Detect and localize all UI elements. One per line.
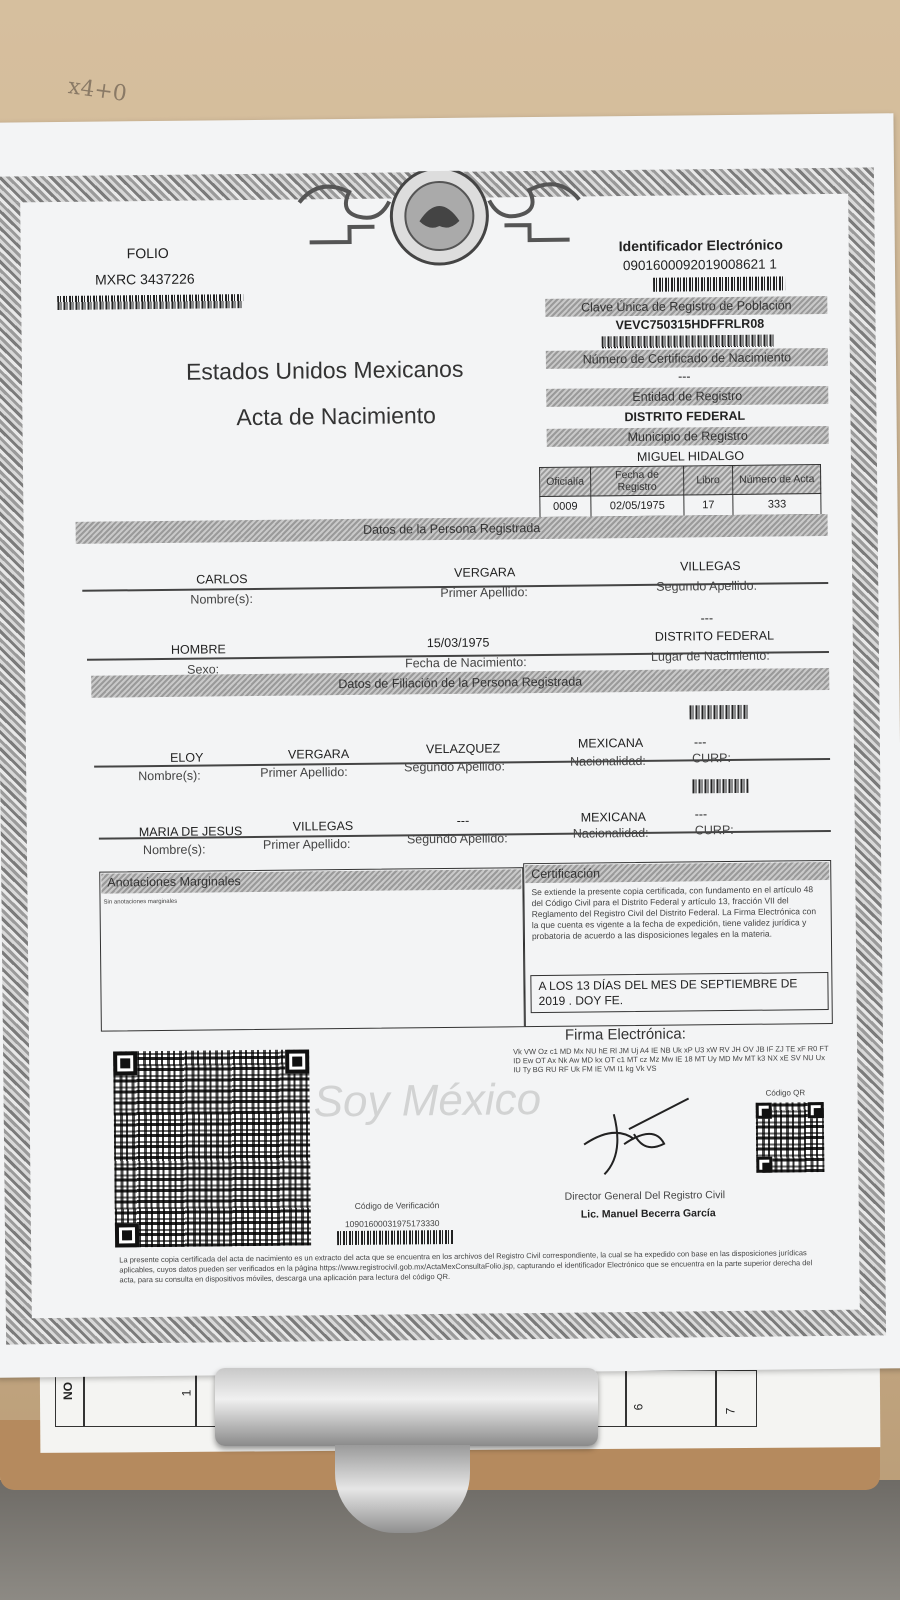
- electronic-id-value: 0901600092019008621 1: [622, 256, 777, 274]
- verification-label: Código de Verificación: [354, 1200, 440, 1211]
- under-label-1: 1: [179, 1389, 194, 1397]
- person-lugar-label: Lugar de Nacimiento:: [650, 648, 770, 664]
- registry-fecha: 02/05/1975: [591, 495, 684, 517]
- curp-label-band: [545, 296, 827, 317]
- curp-barcode: [602, 335, 774, 349]
- parent1-barcode: [690, 705, 748, 720]
- person-segundo-apellido: VILLEGAS: [679, 558, 741, 574]
- parent1-segundo-label: Segundo Apellido:: [404, 759, 505, 775]
- municipio-value: MIGUEL HIDALGO: [636, 448, 745, 464]
- parent2-nombre: MARIA DE JESUS: [138, 824, 243, 840]
- entidad-label: Entidad de Registro: [632, 388, 743, 405]
- person-section-band: [76, 514, 828, 544]
- person-sexo-label: Sexo:: [187, 662, 220, 677]
- national-emblem: [289, 169, 590, 272]
- certification-title-band: [525, 862, 829, 883]
- verification-value: 109016000319751733​30: [344, 1218, 440, 1230]
- parent1-nacionalidad: MEXICANA: [577, 735, 644, 751]
- person-nombre-label: Nombre(s):: [190, 592, 253, 607]
- under-label-no: NO: [61, 1382, 75, 1400]
- director-signature: [574, 1093, 695, 1184]
- parent1-primer: VERGARA: [287, 747, 350, 762]
- signature-hash: Vk VW Oz c1 MD Mx NU hE Rl JM Uj A4 IE NB Uk xP U3 xW RV JH OV JB IF ZJ TE xF R0 FT ID Ew OT Ax Nk Aw MD kx OT c1 MT cz Mz Mw IE 18 MT Uy MD Mv MT k3 NX xE SV NU Ux IU Ty BG RU RF Uk FM IE VM I1 kg Vk VS: [513, 1044, 829, 1075]
- parent2-curp: ---: [694, 807, 708, 822]
- parent2-primer-label: Primer Apellido:: [262, 836, 351, 852]
- person-fecha: 15/03/1975: [426, 635, 490, 651]
- cert-number-label: Número de Certificado de Nacimiento: [582, 350, 792, 367]
- parent2-nac-label: Nacionalidad:: [572, 825, 649, 841]
- parent2-nombre-label: Nombre(s):: [142, 842, 206, 858]
- parent1-curp: ---: [693, 735, 707, 750]
- folio-barcode: [57, 294, 243, 310]
- electronic-id-label: Identificador Electrónico: [618, 236, 783, 255]
- person-primer-apellido: VERGARA: [454, 565, 516, 580]
- folio-label: FOLIO: [126, 244, 169, 262]
- curp-value: VEVC750315HDFFRLR08: [615, 316, 765, 333]
- person-lugar: DISTRITO FEDERAL: [654, 628, 775, 644]
- birth-certificate: [34, 192, 856, 1315]
- signature-label: Firma Electrónica:: [564, 1025, 686, 1044]
- parent2-primer: VILLEGAS: [292, 818, 354, 834]
- director-name: Lic. Manuel Becerra García: [580, 1207, 716, 1221]
- certification-date: A LOS 13 DÍAS DEL MES DE SEPTIEMBRE DE 2019 . DOY FE.: [538, 976, 798, 1009]
- footer-legal-text: La presente copia certificada del acta de nacimiento es un extracto del acta que se encuentra en los archivos del Registro Civil correspondiente, la cual se ha expedido con base en las disposiciones jurídicas aplicables, cuyos datos pueden ser verificados en la página https://www.registrocivil.gob.mx/ActaMexConsultaFolio.jsp, capturando el identificador Electrónico que se encuentra en la parte superior derecha del acta, para su consulta en dispositivos móviles, descarga una aplicación para lectura del código QR.: [119, 1248, 813, 1285]
- registry-table: [539, 464, 822, 518]
- person-nombre: CARLOS: [196, 572, 248, 587]
- annotations-body: Sin anotaciones marginales: [103, 898, 178, 906]
- country-title: Estados Unidos Mexicanos: [185, 355, 464, 385]
- parent1-primer-label: Primer Apellido:: [260, 765, 348, 780]
- registry-header-fecha: Fecha de Registro: [590, 466, 683, 496]
- person-fecha-label: Fecha de Nacimiento:: [404, 655, 527, 671]
- under-label-7: 7: [723, 1407, 738, 1415]
- small-qr-code: [756, 1102, 825, 1173]
- person-segundo-label: Segundo Apellido:: [656, 578, 758, 594]
- parent2-nacionalidad: MEXICANA: [580, 809, 647, 825]
- folio-value: MXRC 3437226: [94, 270, 195, 288]
- electronic-id-barcode: [653, 276, 785, 291]
- registry-header-acta: Número de Acta: [732, 465, 821, 495]
- parent2-segundo: ---: [456, 813, 470, 828]
- registry-libro: 17: [684, 494, 733, 516]
- filiation-section-title: Datos de Filiación de la Persona Registrada: [338, 674, 583, 692]
- document-title: Acta de Nacimiento: [236, 402, 437, 431]
- municipio-label-band: [547, 426, 829, 447]
- entidad-label-band: [546, 386, 828, 407]
- clipboard-clip: [215, 1368, 598, 1446]
- annotations-title: Anotaciones Marginales: [107, 874, 241, 890]
- registry-header-oficialia: Oficialía: [540, 467, 591, 497]
- cert-number-value: ---: [677, 369, 691, 384]
- parent2-segundo-label: Segundo Apellido:: [406, 831, 508, 847]
- certification-title: Certificación: [531, 866, 601, 882]
- parent1-nombre: ELOY: [169, 750, 204, 765]
- curp-label: Clave Única de Registro de Población: [580, 298, 792, 315]
- cert-number-label-band: [546, 348, 828, 369]
- parent1-nac-label: Nacionalidad:: [570, 753, 646, 769]
- parent2-barcode: [692, 779, 748, 794]
- entidad-value: DISTRITO FEDERAL: [624, 408, 746, 425]
- parent1-nombre-label: Nombre(s):: [138, 768, 201, 784]
- parent1-curp-label: CURP:: [691, 751, 732, 766]
- person-sexo: HOMBRE: [170, 642, 226, 657]
- registry-acta: 333: [733, 494, 822, 516]
- handwriting-note: x4+0: [66, 74, 129, 107]
- person-primer-label: Primer Apellido:: [440, 585, 528, 601]
- qr-label: Código QR: [765, 1088, 806, 1098]
- municipio-label: Municipio de Registro: [627, 428, 748, 445]
- person-section-title: Datos de la Persona Registrada: [362, 520, 541, 537]
- director-title: Director General Del Registro Civil: [564, 1189, 726, 1203]
- verification-barcode: [337, 1230, 453, 1245]
- registry-header-libro: Libro: [683, 465, 732, 495]
- large-qr-code: [113, 1049, 311, 1247]
- registry-oficialia: 0009: [540, 496, 591, 518]
- certification-body: Se extiende la presente copia certificada, con fundamento en el artículo 48 del Código Civil para el Distrito Federal y artículo 13, fracción VII del Reglamento del Registro Civil del Distrito Federal. La Firma Electrónica con la que cuenta es vigente a la fecha de expedición, tiene validez jurídica y probatoria de acuerdo a las disposiciones legales en la materia.: [531, 884, 817, 942]
- person-dashes: ---: [700, 611, 714, 626]
- under-label-6: 6: [631, 1403, 646, 1411]
- parent2-curp-label: CURP:: [694, 822, 734, 838]
- watermark: Soy México: [313, 1075, 542, 1127]
- parent1-segundo: VELAZQUEZ: [425, 741, 501, 757]
